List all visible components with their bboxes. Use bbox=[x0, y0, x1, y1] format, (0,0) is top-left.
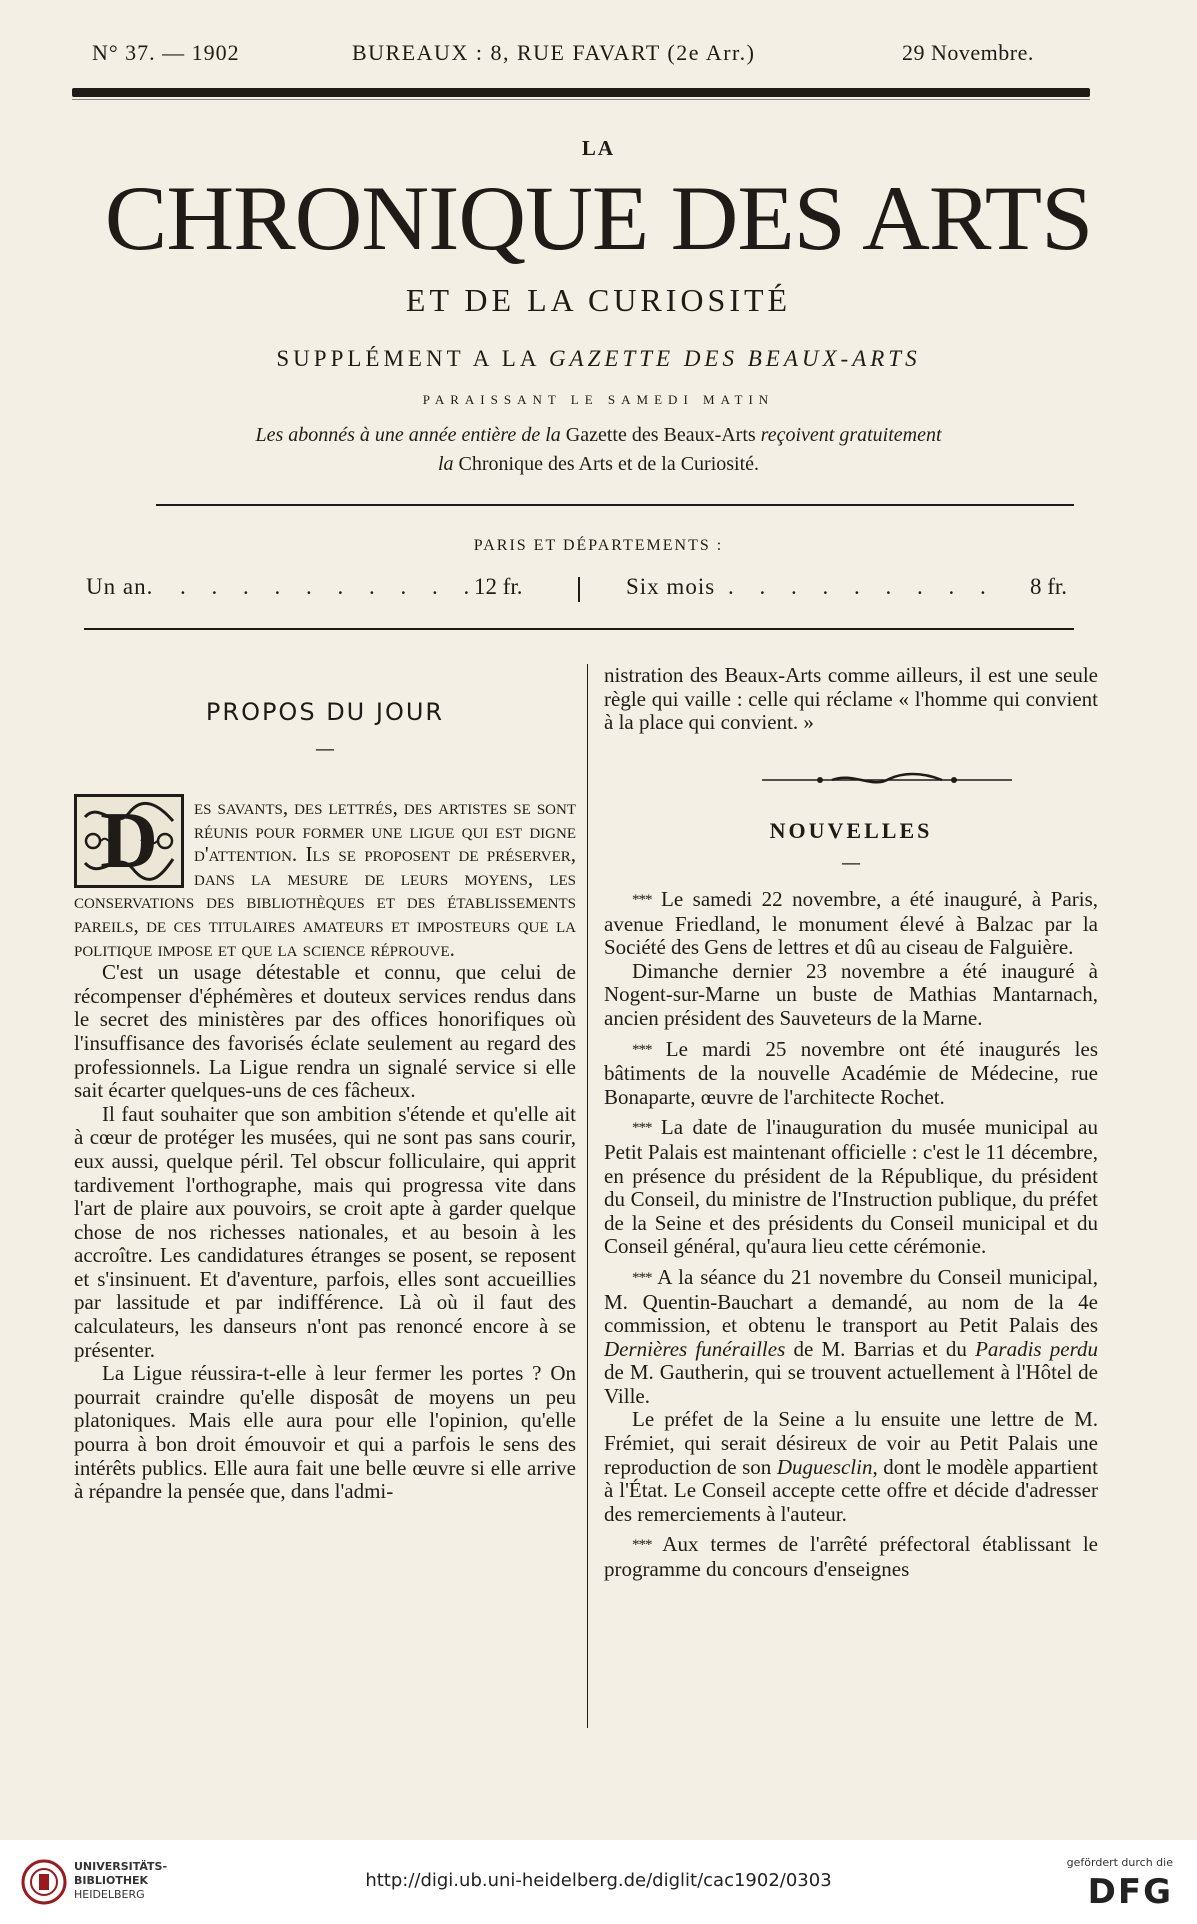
note-line1-roman: Gazette des Beaux-Arts bbox=[565, 424, 756, 446]
masthead-note-line1 bbox=[0, 424, 1197, 447]
section-ornament bbox=[762, 772, 1012, 788]
masthead-title: CHRONIQUE DES ARTS bbox=[104, 167, 1093, 269]
left-paragraph-2: C'est un usage détestable et connu, que celui de récompenser d'éphémères et douteux services rendus dans le secret des ministères par des offices honorifiques où l'insuffisance des favorisés éclate seulement au regard des professionnels. La Ligue rendra un signalé service si elle sait écarter quelques-uns de ces fâcheux. bbox=[74, 960, 576, 1103]
subscription-six-price: 8 fr. bbox=[1030, 574, 1068, 599]
news-item-5: *** Aux termes de l'arrêté préfectoral établissant le programme du concours d'enseignes bbox=[604, 1532, 1098, 1582]
masthead-la: LA bbox=[581, 136, 616, 160]
masthead-frequency: PARAISSANT LE SAMEDI MATIN bbox=[422, 392, 775, 407]
note-line2-roman: Chronique des Arts et de la Curiosité. bbox=[458, 453, 760, 475]
issue-number: N° 37. — 1902 bbox=[92, 40, 240, 65]
news-list bbox=[604, 888, 1098, 1582]
subscription-six-label: Six mois bbox=[626, 574, 716, 599]
news-item-1: *** Le samedi 22 novembre, a été inauguré, à Paris, avenue Friedland, le monument élevé à Balzac par la Société des Gens de lettres et dû au ciseau de Falguière. bbox=[604, 887, 1099, 960]
library-name-1: UNIVERSITÄTS- bbox=[74, 1860, 168, 1873]
subscription-year-leader: . . . . . . . . . . bbox=[180, 574, 480, 599]
subscription-six-leader: . . . . . . . . . bbox=[728, 574, 996, 599]
issue-date: 29 Novembre. bbox=[902, 40, 1034, 65]
bureau-address: BUREAUX : 8, RUE FAVART (2e Arr.) bbox=[352, 40, 756, 65]
viewer-footer bbox=[0, 1840, 1197, 1924]
permalink-url[interactable]: http://digi.ub.uni-heidelberg.de/diglit/cac1902/0303 bbox=[365, 1870, 832, 1891]
asterism-icon: *** bbox=[632, 1269, 652, 1286]
news-item-4b: Le préfet de la Seine a lu ensuite une lettre de M. Frémiet, qui serait désireux de voir au Petit Palais une reproduction de son Duguesclin, dont le modèle appartient à l'État. Le Conseil accepte cette offre et décide d'adresser des remerciements à l'auteur. bbox=[604, 1407, 1099, 1526]
supplement-name: GAZETTE DES BEAUX-ARTS bbox=[548, 346, 921, 371]
library-name-3: HEIDELBERG bbox=[74, 1888, 145, 1901]
right-column-text bbox=[604, 664, 1098, 735]
dropcap-ornament bbox=[74, 794, 184, 888]
right-continuation: nistration des Beaux-Arts comme ailleurs, il est une seule règle qui vaille : celle qui réclame « l'homme qui convient à la place qui convient. » bbox=[604, 663, 1098, 735]
left-paragraph-3: Il faut souhaiter que son ambition s'étende et qu'elle ait à cœur de protéger les musées, qui ne sont pas sans courir, eux aussi, quelque péril. Tel obscur folliculaire, qui apprit tardivement l'orthographe, mais qui progressa vite dans l'art de plaire aux pouvoirs, se croit apte à garder quelque chose de nos richesses nationales, et au besoin à les accroître. Les candidatures étranges se posent, se reposent et s'insinuent. Et d'aventure, parfois, elles sont accueillies par lassitude et par indifférence. Là où il faut des calculateurs, les danseurs n'ont pas renoncé encore à se présenter. bbox=[74, 1101, 576, 1362]
masthead-rule bbox=[156, 504, 1074, 506]
funding-note: gefördert durch die bbox=[1066, 1856, 1173, 1869]
news-item-1b: Dimanche dernier 23 novembre a été inauguré à Nogent-sur-Marne un buste de Mathias Mantarnach, ancien président des Sauveteurs de la Marne. bbox=[604, 958, 1098, 1030]
subscription-divider bbox=[578, 577, 580, 602]
left-paragraph-1: es savants, des lettrés, des artistes se sont réunis pour former une ligue qui est digne d'attention. Ils se proposent de préserver, dans la mesure de leurs moyens, les conservations des bibliothèques et des établissements pareils, de ces titulaires amateurs et imposteurs que la politique impose et que la science réprouve. bbox=[74, 795, 576, 961]
asterism-icon: *** bbox=[632, 892, 652, 908]
news-item-2: *** Le mardi 25 novembre ont été inaugurés les bâtiments de la nouvelle Académie de Médecine, rue Bonaparte, œuvre de l'architecte Rochet. bbox=[604, 1036, 1098, 1109]
masthead-note-line2 bbox=[0, 453, 1197, 476]
dfg-logo: DFG bbox=[1087, 1872, 1173, 1912]
subscription-heading: PARIS ET DÉPARTEMENTS : bbox=[473, 537, 724, 554]
header-rule-thick bbox=[72, 88, 1090, 97]
news-item-3: *** La date de l'inauguration du musée municipal au Petit Palais est maintenant officielle : c'est le 11 décembre, en présence du président de la République, du président du Conseil, du ministre de l'Instruction publique, du préfet de la Seine et des présidents du Conseil municipal et du Conseil général, qu'aura lieu cette cérémonie. bbox=[604, 1115, 1098, 1259]
note-line2-italic: la bbox=[437, 453, 454, 475]
library-name-2: BIBLIOTHEK bbox=[74, 1874, 149, 1887]
asterism-icon: *** bbox=[632, 1120, 652, 1137]
subscription-year-label: Un an. bbox=[86, 574, 154, 599]
column-divider bbox=[587, 664, 588, 1728]
subscription-year-price: 12 fr. bbox=[474, 574, 523, 599]
news-item-4: *** A la séance du 21 novembre du Conseil municipal, M. Quentin-Bauchart a demandé, au nom de la 4e commission, et obtenu le transport au Petit Palais des Dernières funérailles de M. Barrias et du Paradis perdu de M. Gautherin, qui se trouvent actuellement à l'Hôtel de Ville. bbox=[604, 1264, 1099, 1408]
left-heading: PROPOS DU JOUR bbox=[205, 698, 445, 726]
header-rule-thin bbox=[72, 99, 1090, 100]
asterism-icon: *** bbox=[632, 1537, 652, 1554]
left-heading-dash: — bbox=[315, 736, 335, 760]
dropcap-letter: D bbox=[100, 797, 158, 885]
asterism-icon: *** bbox=[632, 1041, 652, 1058]
note-line1-italic: Les abonnés à une année entière de la bbox=[255, 424, 561, 446]
note-line1-italic2: reçoivent gratuitement bbox=[760, 424, 942, 446]
masthead-subtitle: ET DE LA CURIOSITÉ bbox=[405, 282, 792, 318]
supplement-prefix: SUPPLÉMENT A LA bbox=[276, 346, 540, 371]
left-column-text bbox=[74, 796, 576, 1504]
body-top-rule bbox=[84, 628, 1074, 630]
left-paragraph-4: La Ligue réussira-t-elle à leur fermer les portes ? On pourrait craindre qu'elle disposât de moyens un peu platoniques. Mais elle aura pour elle l'opinion, qu'elle pourra à bon droit émouvoir et qui a parfois le sens des intérêts publics. Elle aura fait une belle œuvre si elle arrive à répandre la pensée que, dans l'admi- bbox=[74, 1361, 576, 1504]
right-heading-dash: — bbox=[841, 850, 861, 874]
masthead-supplement bbox=[0, 346, 1197, 372]
right-heading: NOUVELLES bbox=[769, 818, 933, 843]
